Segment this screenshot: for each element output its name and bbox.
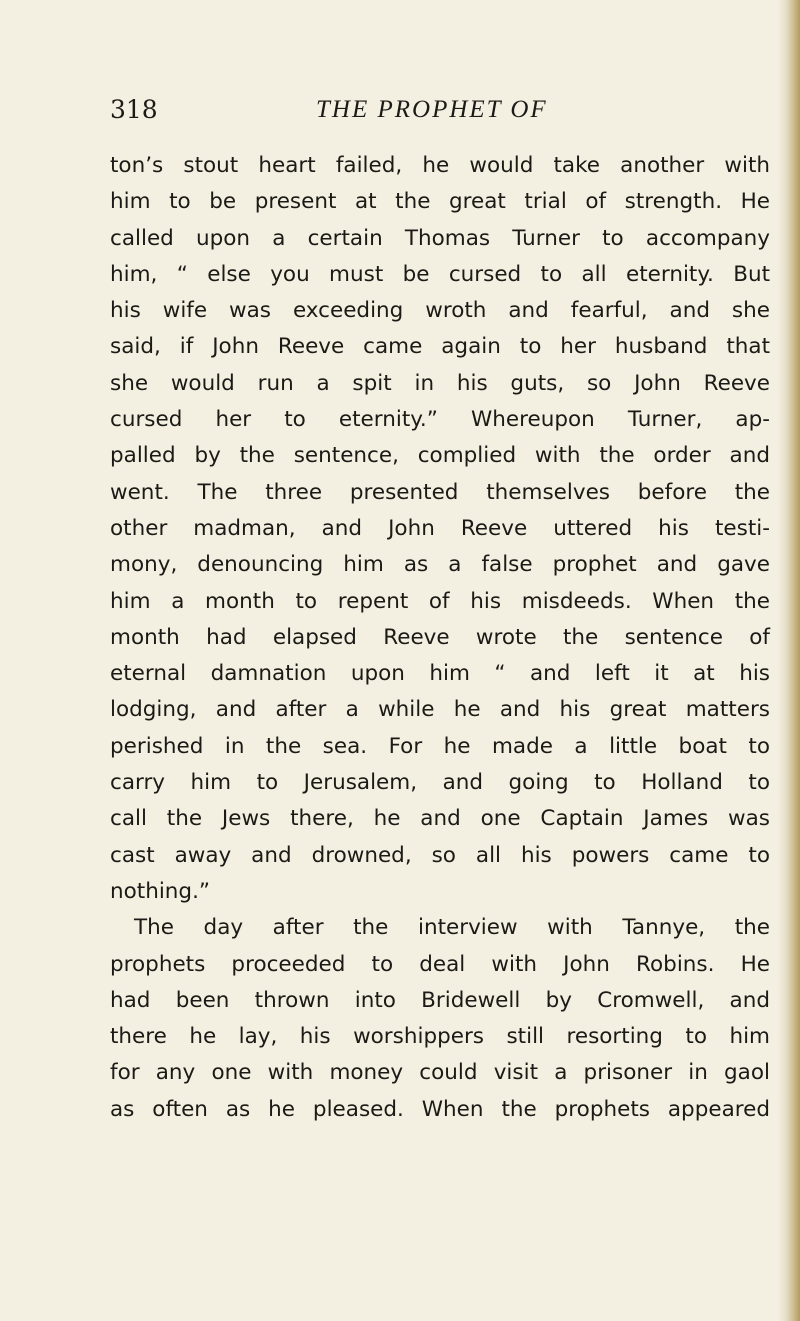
text-line: perished in the sea. For he made a little boat to — [110, 733, 770, 759]
text-line: eternal damnation upon him “ and left it at his — [110, 661, 770, 687]
text-line: nothing.” — [110, 878, 211, 904]
text-line: his wife was exceeding wroth and fearful, and she — [110, 298, 770, 324]
text-line: lodging, and after a while he and his great matters — [110, 697, 770, 723]
text-line: as often as he pleased. When the prophets appeared — [110, 1096, 770, 1122]
text-line: went. The three presented themselves before the — [110, 479, 770, 505]
text-line: mony, denouncing him as a false prophet and gave — [110, 552, 770, 578]
text-line: palled by the sentence, complied with the order and — [110, 443, 770, 469]
running-title: THE PROPHET OF — [316, 96, 548, 123]
text-line: for any one with money could visit a prisoner in gaol — [110, 1060, 770, 1086]
text-line: had been thrown into Bridewell by Cromwell, and — [110, 987, 770, 1013]
body-text — [110, 148, 770, 1128]
text-line: carry him to Jerusalem, and going to Holland to — [110, 770, 770, 796]
page-header — [110, 90, 770, 130]
text-line: there he lay, his worshippers still resorting to him — [110, 1024, 770, 1050]
text-line: prophets proceeded to deal with John Robins. He — [110, 951, 770, 977]
text-line: cursed her to eternity.” Whereupon Turner, ap- — [110, 407, 770, 433]
text-line: called upon a certain Thomas Turner to accompany — [110, 225, 770, 251]
text-line: him a month to repent of his misdeeds. When the — [110, 588, 770, 614]
page-edge-shadow — [778, 0, 800, 1321]
text-line: ton’s stout heart failed, he would take another with — [110, 153, 770, 178]
text-line: said, if John Reeve came again to her husband that — [110, 334, 770, 360]
text-line: other madman, and John Reeve uttered his testi- — [110, 515, 770, 541]
page-number: 318 — [110, 95, 158, 124]
text-line: him, “ else you must be cursed to all eternity. But — [110, 261, 770, 287]
text-line-paragraph-start: The day after the interview with Tannye, the — [134, 915, 770, 941]
text-line: call the Jews there, he and one Captain James was — [110, 806, 770, 832]
text-line: him to be present at the great trial of strength. He — [110, 189, 770, 215]
text-line: cast away and drowned, so all his powers came to — [110, 842, 770, 868]
text-line: she would run a spit in his guts, so John Reeve — [110, 370, 770, 396]
text-line: month had elapsed Reeve wrote the sentence of — [110, 624, 770, 650]
